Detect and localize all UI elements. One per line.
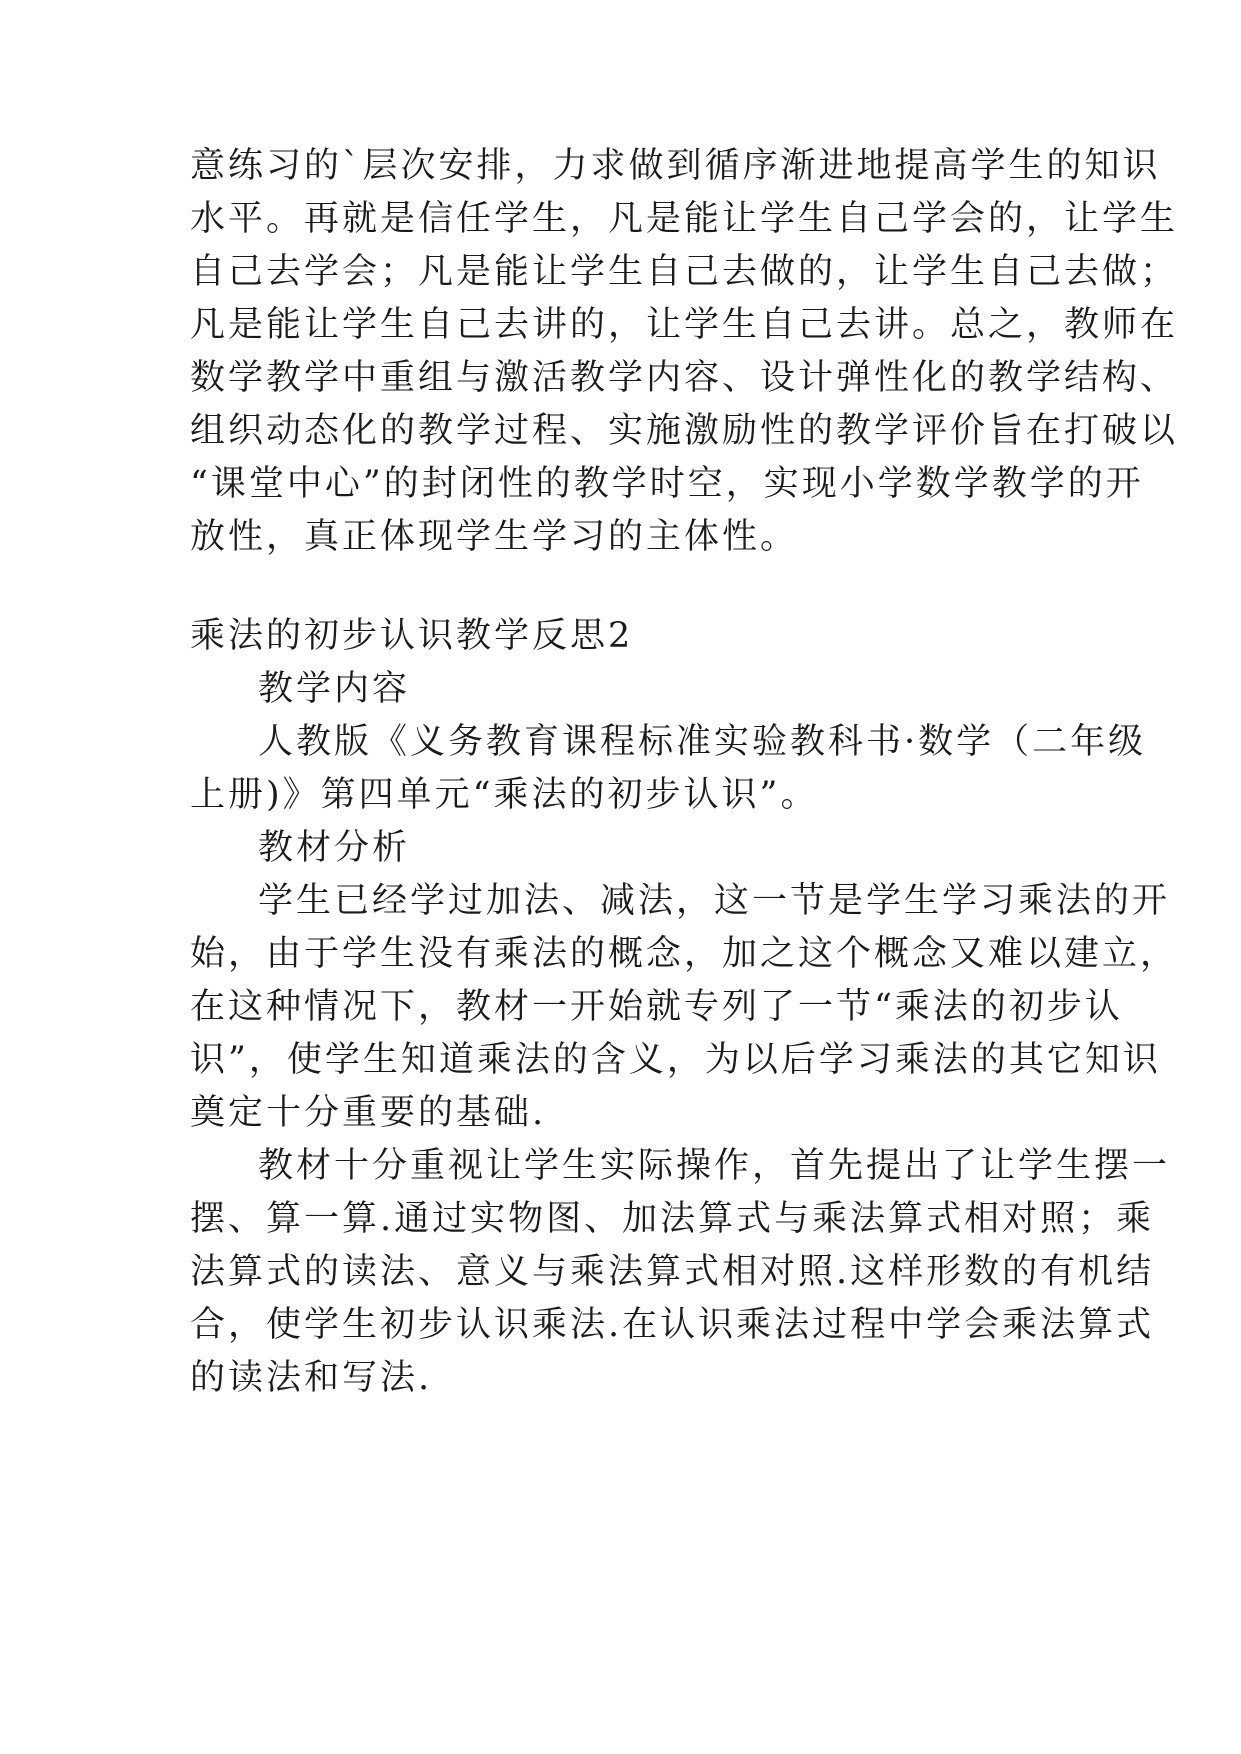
paragraph-line: 意练习的`层次安排，力求做到循序渐进地提高学生的知识 — [190, 146, 1161, 186]
paragraph-line: 教材十分重视让学生实际操作，首先提出了让学生摆一 — [258, 1146, 1171, 1186]
paragraph-line: 在这种情况下，教材一开始就专列了一节“乘法的初步认 — [190, 987, 1123, 1027]
paragraph-line: 水平。再就是信任学生，凡是能让学生自己学会的，让学生 — [190, 199, 1179, 239]
paragraph-line: 识”，使学生知道乘法的含义，为以后学习乘法的其它知识 — [190, 1040, 1161, 1080]
paragraph-line: 的读法和写法. — [190, 1358, 433, 1398]
paragraph-line: 组织动态化的教学过程、实施激励性的教学评价旨在打破以 — [190, 411, 1179, 451]
paragraph-line: 凡是能让学生自己去讲的，让学生自己去讲。总之，教师在 — [190, 305, 1179, 345]
paragraph-line: “课堂中心”的封闭性的教学时空，实现小学数学教学的开 — [190, 464, 1144, 504]
paragraph-line: 合，使学生初步认识乘法.在认识乘法过程中学会乘法算式 — [190, 1305, 1155, 1345]
paragraph-line: 自己去学会；凡是能让学生自己去做的，让学生自己去做； — [190, 252, 1179, 292]
paragraph-line: 摆、算一算.通过实物图、加法算式与乘法算式相对照；乘 — [190, 1199, 1155, 1239]
paragraph-line: 放性，真正体现学生学习的主体性。 — [190, 517, 799, 557]
paragraph-line: 始，由于学生没有乘法的概念，加之这个概念又难以建立， — [190, 934, 1179, 974]
subheading-teaching-content: 教学内容 — [258, 669, 411, 709]
paragraph-line: 上册)》第四单元“乘法的初步认识”。 — [190, 775, 819, 815]
paragraph-line: 人教版《义务教育课程标准实验教科书·数学（二年级 — [258, 722, 1147, 762]
paragraph-line: 学生已经学过加法、减法，这一节是学生学习乘法的开 — [258, 881, 1171, 921]
paragraph-line: 法算式的读法、意义与乘法算式相对照.这样形数的有机结 — [190, 1252, 1155, 1292]
subheading-material-analysis: 教材分析 — [258, 828, 411, 868]
paragraph-line: 数学教学中重组与激活教学内容、设计弹性化的教学结构、 — [190, 358, 1179, 398]
paragraph-line: 奠定十分重要的基础. — [190, 1093, 547, 1133]
section-title: 乘法的初步认识教学反思2 — [190, 616, 634, 656]
